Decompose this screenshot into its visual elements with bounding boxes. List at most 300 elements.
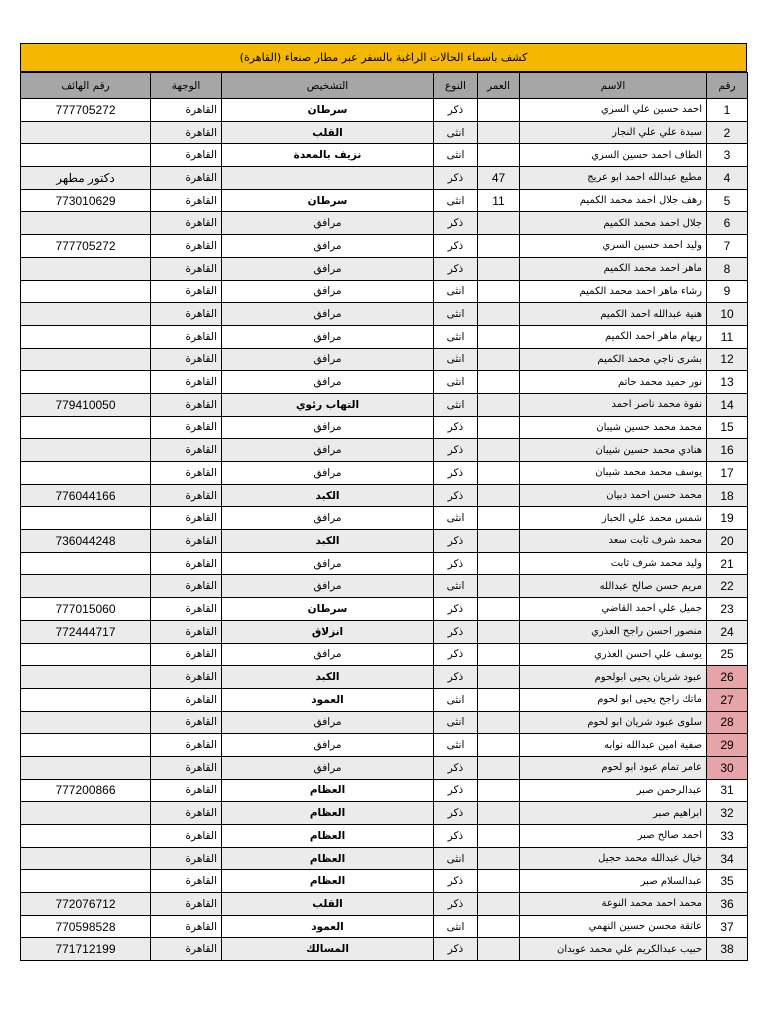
patient-destination[interactable]: القاهرة [151,99,222,122]
patient-name[interactable]: عامر تمام عبود ابو لحوم [520,756,707,779]
patient-age[interactable] [478,121,520,144]
patient-destination[interactable]: القاهرة [151,598,222,621]
patient-gender[interactable]: ذكر [434,235,478,258]
patient-diagnosis[interactable]: الكبد [222,530,434,553]
patient-age[interactable] [478,235,520,258]
patient-name[interactable]: نفوة محمد ناصر احمد [520,393,707,416]
row-number[interactable]: 10 [707,303,748,326]
patient-name[interactable]: ريهام ماهر احمد الكميم [520,325,707,348]
patient-diagnosis[interactable]: مرافق [222,575,434,598]
row-number[interactable]: 35 [707,870,748,893]
patient-gender[interactable]: ذكر [434,99,478,122]
patient-destination[interactable]: القاهرة [151,348,222,371]
patient-destination[interactable]: القاهرة [151,325,222,348]
patient-phone[interactable]: 770598528 [21,915,151,938]
patient-diagnosis[interactable]: الكبد [222,666,434,689]
patient-phone[interactable] [21,257,151,280]
patient-phone[interactable] [21,870,151,893]
table-row [21,915,748,938]
row-number[interactable]: 6 [707,212,748,235]
patient-phone[interactable] [21,643,151,666]
cases-table [20,72,748,961]
patient-name[interactable]: جميل علي احمد القاضي [520,598,707,621]
patient-name[interactable]: الطاف احمد حسين السري [520,144,707,167]
row-number[interactable]: 27 [707,688,748,711]
row-number[interactable]: 33 [707,825,748,848]
patient-gender[interactable]: ذكر [434,484,478,507]
patient-gender[interactable]: ذكر [434,530,478,553]
patient-name[interactable]: جلال احمد محمد الكميم [520,212,707,235]
patient-destination[interactable]: القاهرة [151,167,222,190]
patient-diagnosis[interactable]: التهاب رئوي [222,393,434,416]
patient-phone[interactable] [21,121,151,144]
row-number[interactable]: 12 [707,348,748,371]
patient-phone[interactable]: 777015060 [21,598,151,621]
patient-gender[interactable]: ذكر [434,938,478,961]
patient-name[interactable]: عاتقة محسن حسين النهمي [520,915,707,938]
patient-destination[interactable]: القاهرة [151,870,222,893]
patient-gender[interactable]: ذكر [434,779,478,802]
patient-name[interactable]: محمد شرف ثابت سعد [520,530,707,553]
row-number[interactable]: 17 [707,462,748,485]
patient-name[interactable]: محمد حسن احمد دبيان [520,484,707,507]
patient-diagnosis[interactable]: القلب [222,893,434,916]
patient-age[interactable] [478,371,520,394]
row-number[interactable]: 16 [707,439,748,462]
patient-gender[interactable]: ذكر [434,167,478,190]
patient-phone[interactable]: 777705272 [21,235,151,258]
patient-age[interactable] [478,416,520,439]
row-number[interactable]: 29 [707,734,748,757]
patient-diagnosis[interactable]: مرافق [222,212,434,235]
table-row [21,325,748,348]
row-number[interactable]: 23 [707,598,748,621]
patient-diagnosis[interactable]: مرافق [222,507,434,530]
row-number[interactable]: 15 [707,416,748,439]
patient-diagnosis[interactable]: مرافق [222,462,434,485]
patient-diagnosis[interactable]: نزيف بالمعدة [222,144,434,167]
patient-destination[interactable]: القاهرة [151,938,222,961]
patient-age[interactable] [478,711,520,734]
header-destination: الوجهة [151,73,222,99]
patient-phone[interactable] [21,371,151,394]
table-row [21,643,748,666]
table-row [21,530,748,553]
header-phone: رقم الهائف [21,73,151,99]
patient-gender[interactable]: ذكر [434,212,478,235]
patient-diagnosis[interactable]: مرافق [222,552,434,575]
row-number[interactable]: 7 [707,235,748,258]
patient-name[interactable]: شمس محمد علي الحباز [520,507,707,530]
patient-phone[interactable] [21,280,151,303]
table-row [21,462,748,485]
patient-age[interactable]: 11 [478,189,520,212]
table-row [21,99,748,122]
patient-name[interactable]: ابراهيم صبر [520,802,707,825]
patient-name[interactable]: عبود شريان يحيى ابولحوم [520,666,707,689]
header-age: العمر [478,73,520,99]
patient-gender[interactable]: ذكر [434,257,478,280]
patient-destination[interactable]: القاهرة [151,779,222,802]
patient-phone[interactable] [21,711,151,734]
patient-age[interactable] [478,552,520,575]
row-number[interactable]: 32 [707,802,748,825]
patient-gender[interactable]: انثى [434,575,478,598]
patient-phone[interactable] [21,144,151,167]
patient-name[interactable]: ماهر احمد محمد الكميم [520,257,707,280]
patient-gender[interactable]: انثى [434,303,478,326]
patient-name[interactable]: محمد احمد محمد النوعة [520,893,707,916]
table-row [21,666,748,689]
patient-diagnosis[interactable]: مرافق [222,439,434,462]
patient-destination[interactable]: القاهرة [151,825,222,848]
patient-diagnosis[interactable]: العمود [222,688,434,711]
row-number[interactable]: 21 [707,552,748,575]
patient-phone[interactable] [21,666,151,689]
patient-destination[interactable]: القاهرة [151,212,222,235]
patient-gender[interactable]: انثى [434,189,478,212]
patient-gender[interactable]: ذكر [434,802,478,825]
patient-destination[interactable]: القاهرة [151,439,222,462]
patient-gender[interactable]: انثى [434,348,478,371]
sheet-title: كشف باسماء الحالات الراغبة بالسفر عبر مطار صنعاء (القاهرة) [20,43,747,72]
patient-phone[interactable]: 779410050 [21,393,151,416]
patient-diagnosis[interactable]: سرطان [222,598,434,621]
row-number[interactable]: 37 [707,915,748,938]
patient-destination[interactable]: القاهرة [151,666,222,689]
patient-age[interactable] [478,666,520,689]
row-number[interactable]: 3 [707,144,748,167]
patient-age[interactable] [478,938,520,961]
patient-gender[interactable]: انثى [434,144,478,167]
table-row [21,235,748,258]
patient-gender[interactable]: ذكر [434,870,478,893]
patient-destination[interactable]: القاهرة [151,734,222,757]
row-number[interactable]: 34 [707,847,748,870]
patient-destination[interactable]: القاهرة [151,189,222,212]
patient-phone[interactable]: 772076712 [21,893,151,916]
patient-phone[interactable]: دكتور مطهر [21,167,151,190]
patient-name[interactable]: سبدة علي علي النجار [520,121,707,144]
patient-destination[interactable]: القاهرة [151,711,222,734]
patient-diagnosis[interactable]: مرافق [222,348,434,371]
table-row [21,144,748,167]
patient-destination[interactable]: القاهرة [151,847,222,870]
patient-diagnosis[interactable]: مرافق [222,280,434,303]
table-row [21,802,748,825]
patient-phone[interactable] [21,507,151,530]
row-number[interactable]: 36 [707,893,748,916]
patient-gender[interactable]: انثى [434,393,478,416]
patient-gender[interactable]: انثى [434,507,478,530]
patient-name[interactable]: مطيع عبدالله احمد ابو عريج [520,167,707,190]
patient-age[interactable] [478,734,520,757]
patient-gender[interactable]: انثى [434,121,478,144]
patient-diagnosis[interactable]: مرافق [222,734,434,757]
table-row [21,893,748,916]
patient-destination[interactable]: القاهرة [151,416,222,439]
table-row [21,393,748,416]
patient-gender[interactable]: ذكر [434,552,478,575]
patient-name[interactable]: حبيب عبدالكريم علي محمد عوبدان [520,938,707,961]
spreadsheet [20,43,747,961]
patient-gender[interactable]: ذكر [434,598,478,621]
table-row [21,870,748,893]
patient-phone[interactable] [21,734,151,757]
patient-age[interactable] [478,575,520,598]
patient-gender[interactable]: انثى [434,847,478,870]
patient-gender[interactable]: ذكر [434,666,478,689]
patient-age[interactable] [478,393,520,416]
table-row [21,825,748,848]
patient-age[interactable] [478,598,520,621]
row-number[interactable]: 13 [707,371,748,394]
patient-diagnosis[interactable]: العظام [222,802,434,825]
patient-destination[interactable]: القاهرة [151,643,222,666]
patient-name[interactable]: رهف جلال احمد محمد الكميم [520,189,707,212]
patient-age[interactable] [478,530,520,553]
patient-name[interactable]: عبدالسلام صبر [520,870,707,893]
patient-phone[interactable] [21,802,151,825]
patient-age[interactable] [478,325,520,348]
patient-name[interactable]: صفية امين عبدالله نوابه [520,734,707,757]
patient-age[interactable] [478,847,520,870]
patient-name[interactable]: وليد محمد شرف ثابت [520,552,707,575]
patient-gender[interactable]: ذكر [434,439,478,462]
patient-phone[interactable] [21,688,151,711]
patient-destination[interactable]: القاهرة [151,802,222,825]
patient-gender[interactable]: انثى [434,711,478,734]
patient-name[interactable]: وليد احمد حسين السري [520,235,707,258]
patient-diagnosis[interactable]: العظام [222,870,434,893]
patient-destination[interactable]: القاهرة [151,756,222,779]
patient-phone[interactable]: 772444717 [21,620,151,643]
patient-name[interactable]: احمد صالح صبر [520,825,707,848]
patient-age[interactable] [478,688,520,711]
row-number[interactable]: 24 [707,620,748,643]
patient-gender[interactable]: انثى [434,734,478,757]
table-row [21,620,748,643]
table-row [21,121,748,144]
patient-phone[interactable] [21,303,151,326]
patient-gender[interactable]: ذكر [434,643,478,666]
table-row [21,734,748,757]
patient-diagnosis[interactable]: مرافق [222,235,434,258]
row-number[interactable]: 28 [707,711,748,734]
patient-diagnosis[interactable]: سرطان [222,189,434,212]
patient-age[interactable] [478,212,520,235]
row-number[interactable]: 4 [707,167,748,190]
patient-destination[interactable]: القاهرة [151,484,222,507]
patient-destination[interactable]: القاهرة [151,280,222,303]
patient-gender[interactable]: انثى [434,371,478,394]
patient-gender[interactable]: انثى [434,325,478,348]
patient-diagnosis[interactable]: العظام [222,779,434,802]
patient-diagnosis[interactable]: العظام [222,825,434,848]
patient-phone[interactable] [21,825,151,848]
patient-age[interactable] [478,756,520,779]
patient-destination[interactable]: القاهرة [151,462,222,485]
patient-diagnosis[interactable]: العظام [222,847,434,870]
patient-destination[interactable]: القاهرة [151,575,222,598]
patient-age[interactable] [478,439,520,462]
patient-diagnosis[interactable] [222,167,434,190]
patient-phone[interactable] [21,462,151,485]
patient-gender[interactable]: ذكر [434,620,478,643]
patient-diagnosis[interactable]: مرافق [222,371,434,394]
patient-destination[interactable]: القاهرة [151,507,222,530]
row-number[interactable]: 19 [707,507,748,530]
patient-gender[interactable]: ذكر [434,893,478,916]
patient-destination[interactable]: القاهرة [151,371,222,394]
row-number[interactable]: 25 [707,643,748,666]
header-diagnosis: التشخيص [222,73,434,99]
table-row [21,189,748,212]
patient-destination[interactable]: القاهرة [151,530,222,553]
patient-age[interactable] [478,643,520,666]
patient-name[interactable]: محمد محمد حسين شيبان [520,416,707,439]
patient-diagnosis[interactable]: مرافق [222,257,434,280]
patient-name[interactable]: خيال عبدالله محمد حجيل [520,847,707,870]
patient-name[interactable]: هنية عبدالله احمد الكميم [520,303,707,326]
patient-phone[interactable]: 771712199 [21,938,151,961]
patient-gender[interactable]: ذكر [434,825,478,848]
patient-phone[interactable] [21,212,151,235]
row-number[interactable]: 31 [707,779,748,802]
patient-gender[interactable]: ذكر [434,462,478,485]
table-row [21,257,748,280]
patient-gender[interactable]: ذكر [434,756,478,779]
row-number[interactable]: 18 [707,484,748,507]
patient-destination[interactable]: القاهرة [151,257,222,280]
patient-diagnosis[interactable]: مرافق [222,756,434,779]
patient-diagnosis[interactable]: انزلاق [222,620,434,643]
patient-destination[interactable]: القاهرة [151,893,222,916]
patient-diagnosis[interactable]: مرافق [222,325,434,348]
patient-diagnosis[interactable]: القلب [222,121,434,144]
patient-phone[interactable] [21,552,151,575]
patient-age[interactable] [478,462,520,485]
patient-phone[interactable] [21,325,151,348]
patient-age[interactable] [478,507,520,530]
patient-age[interactable] [478,893,520,916]
patient-name[interactable]: نور حميد محمد حاتم [520,371,707,394]
row-number[interactable]: 30 [707,756,748,779]
patient-phone[interactable] [21,575,151,598]
patient-age[interactable] [478,915,520,938]
patient-name[interactable]: يوسف محمد محمد شيبان [520,462,707,485]
row-number[interactable]: 26 [707,666,748,689]
patient-diagnosis[interactable]: مرافق [222,643,434,666]
patient-name[interactable]: سلوى عبود شريان ابو لحوم [520,711,707,734]
patient-age[interactable] [478,280,520,303]
table-row [21,756,748,779]
patient-age[interactable] [478,620,520,643]
patient-destination[interactable]: القاهرة [151,688,222,711]
patient-diagnosis[interactable]: العمود [222,915,434,938]
patient-phone[interactable]: 777200866 [21,779,151,802]
table-row [21,439,748,462]
patient-age[interactable] [478,303,520,326]
patient-name[interactable]: ماتك راجح يحيى ابو لحوم [520,688,707,711]
header-row [21,73,748,99]
row-number[interactable]: 9 [707,280,748,303]
patient-age[interactable] [478,779,520,802]
patient-diagnosis[interactable]: مرافق [222,416,434,439]
table-row [21,416,748,439]
patient-phone[interactable] [21,756,151,779]
patient-age[interactable] [478,257,520,280]
patient-name[interactable]: بشرى ناجي محمد الكميم [520,348,707,371]
patient-age[interactable] [478,144,520,167]
patient-destination[interactable]: القاهرة [151,620,222,643]
patient-phone[interactable]: 736044248 [21,530,151,553]
row-number[interactable]: 1 [707,99,748,122]
table-row [21,167,748,190]
table-row [21,303,748,326]
patient-destination[interactable]: القاهرة [151,235,222,258]
table-row [21,371,748,394]
patient-diagnosis[interactable]: الكبد [222,484,434,507]
patient-name[interactable]: احمد حسين علي السري [520,99,707,122]
patient-diagnosis[interactable]: سرطان [222,99,434,122]
patient-phone[interactable]: 773010629 [21,189,151,212]
patient-name[interactable]: منصور احسن راجح العذري [520,620,707,643]
patient-destination[interactable]: القاهرة [151,121,222,144]
row-number[interactable]: 38 [707,938,748,961]
row-number[interactable]: 22 [707,575,748,598]
patient-age[interactable] [478,484,520,507]
patient-phone[interactable] [21,348,151,371]
table-row [21,212,748,235]
patient-destination[interactable]: القاهرة [151,552,222,575]
patient-diagnosis[interactable]: مرافق [222,303,434,326]
patient-name[interactable]: مريم حسن صالح عبدالله [520,575,707,598]
patient-phone[interactable]: 777705272 [21,99,151,122]
patient-destination[interactable]: القاهرة [151,915,222,938]
patient-name[interactable]: رشاء ماهر احمد محمد الكميم [520,280,707,303]
row-number[interactable]: 8 [707,257,748,280]
patient-name[interactable]: هنادي محمد حسين شيبان [520,439,707,462]
patient-age[interactable] [478,348,520,371]
patient-diagnosis[interactable]: المسالك [222,938,434,961]
patient-diagnosis[interactable]: مرافق [222,711,434,734]
patient-gender[interactable]: انثى [434,280,478,303]
row-number[interactable]: 5 [707,189,748,212]
row-number[interactable]: 14 [707,393,748,416]
patient-phone[interactable] [21,439,151,462]
patient-phone[interactable]: 776044166 [21,484,151,507]
patient-name[interactable]: عبدالرحمن صبر [520,779,707,802]
patient-phone[interactable] [21,416,151,439]
row-number[interactable]: 20 [707,530,748,553]
patient-gender[interactable]: ذكر [434,416,478,439]
patient-destination[interactable]: القاهرة [151,303,222,326]
patient-age[interactable]: 47 [478,167,520,190]
patient-age[interactable] [478,99,520,122]
row-number[interactable]: 2 [707,121,748,144]
patient-name[interactable]: يوسف علي احسن العذري [520,643,707,666]
patient-age[interactable] [478,802,520,825]
patient-destination[interactable]: القاهرة [151,393,222,416]
row-number[interactable]: 11 [707,325,748,348]
patient-gender[interactable]: انثى [434,915,478,938]
patient-destination[interactable]: القاهرة [151,144,222,167]
patient-phone[interactable] [21,847,151,870]
patient-age[interactable] [478,825,520,848]
patient-age[interactable] [478,870,520,893]
patient-gender[interactable]: انثى [434,688,478,711]
